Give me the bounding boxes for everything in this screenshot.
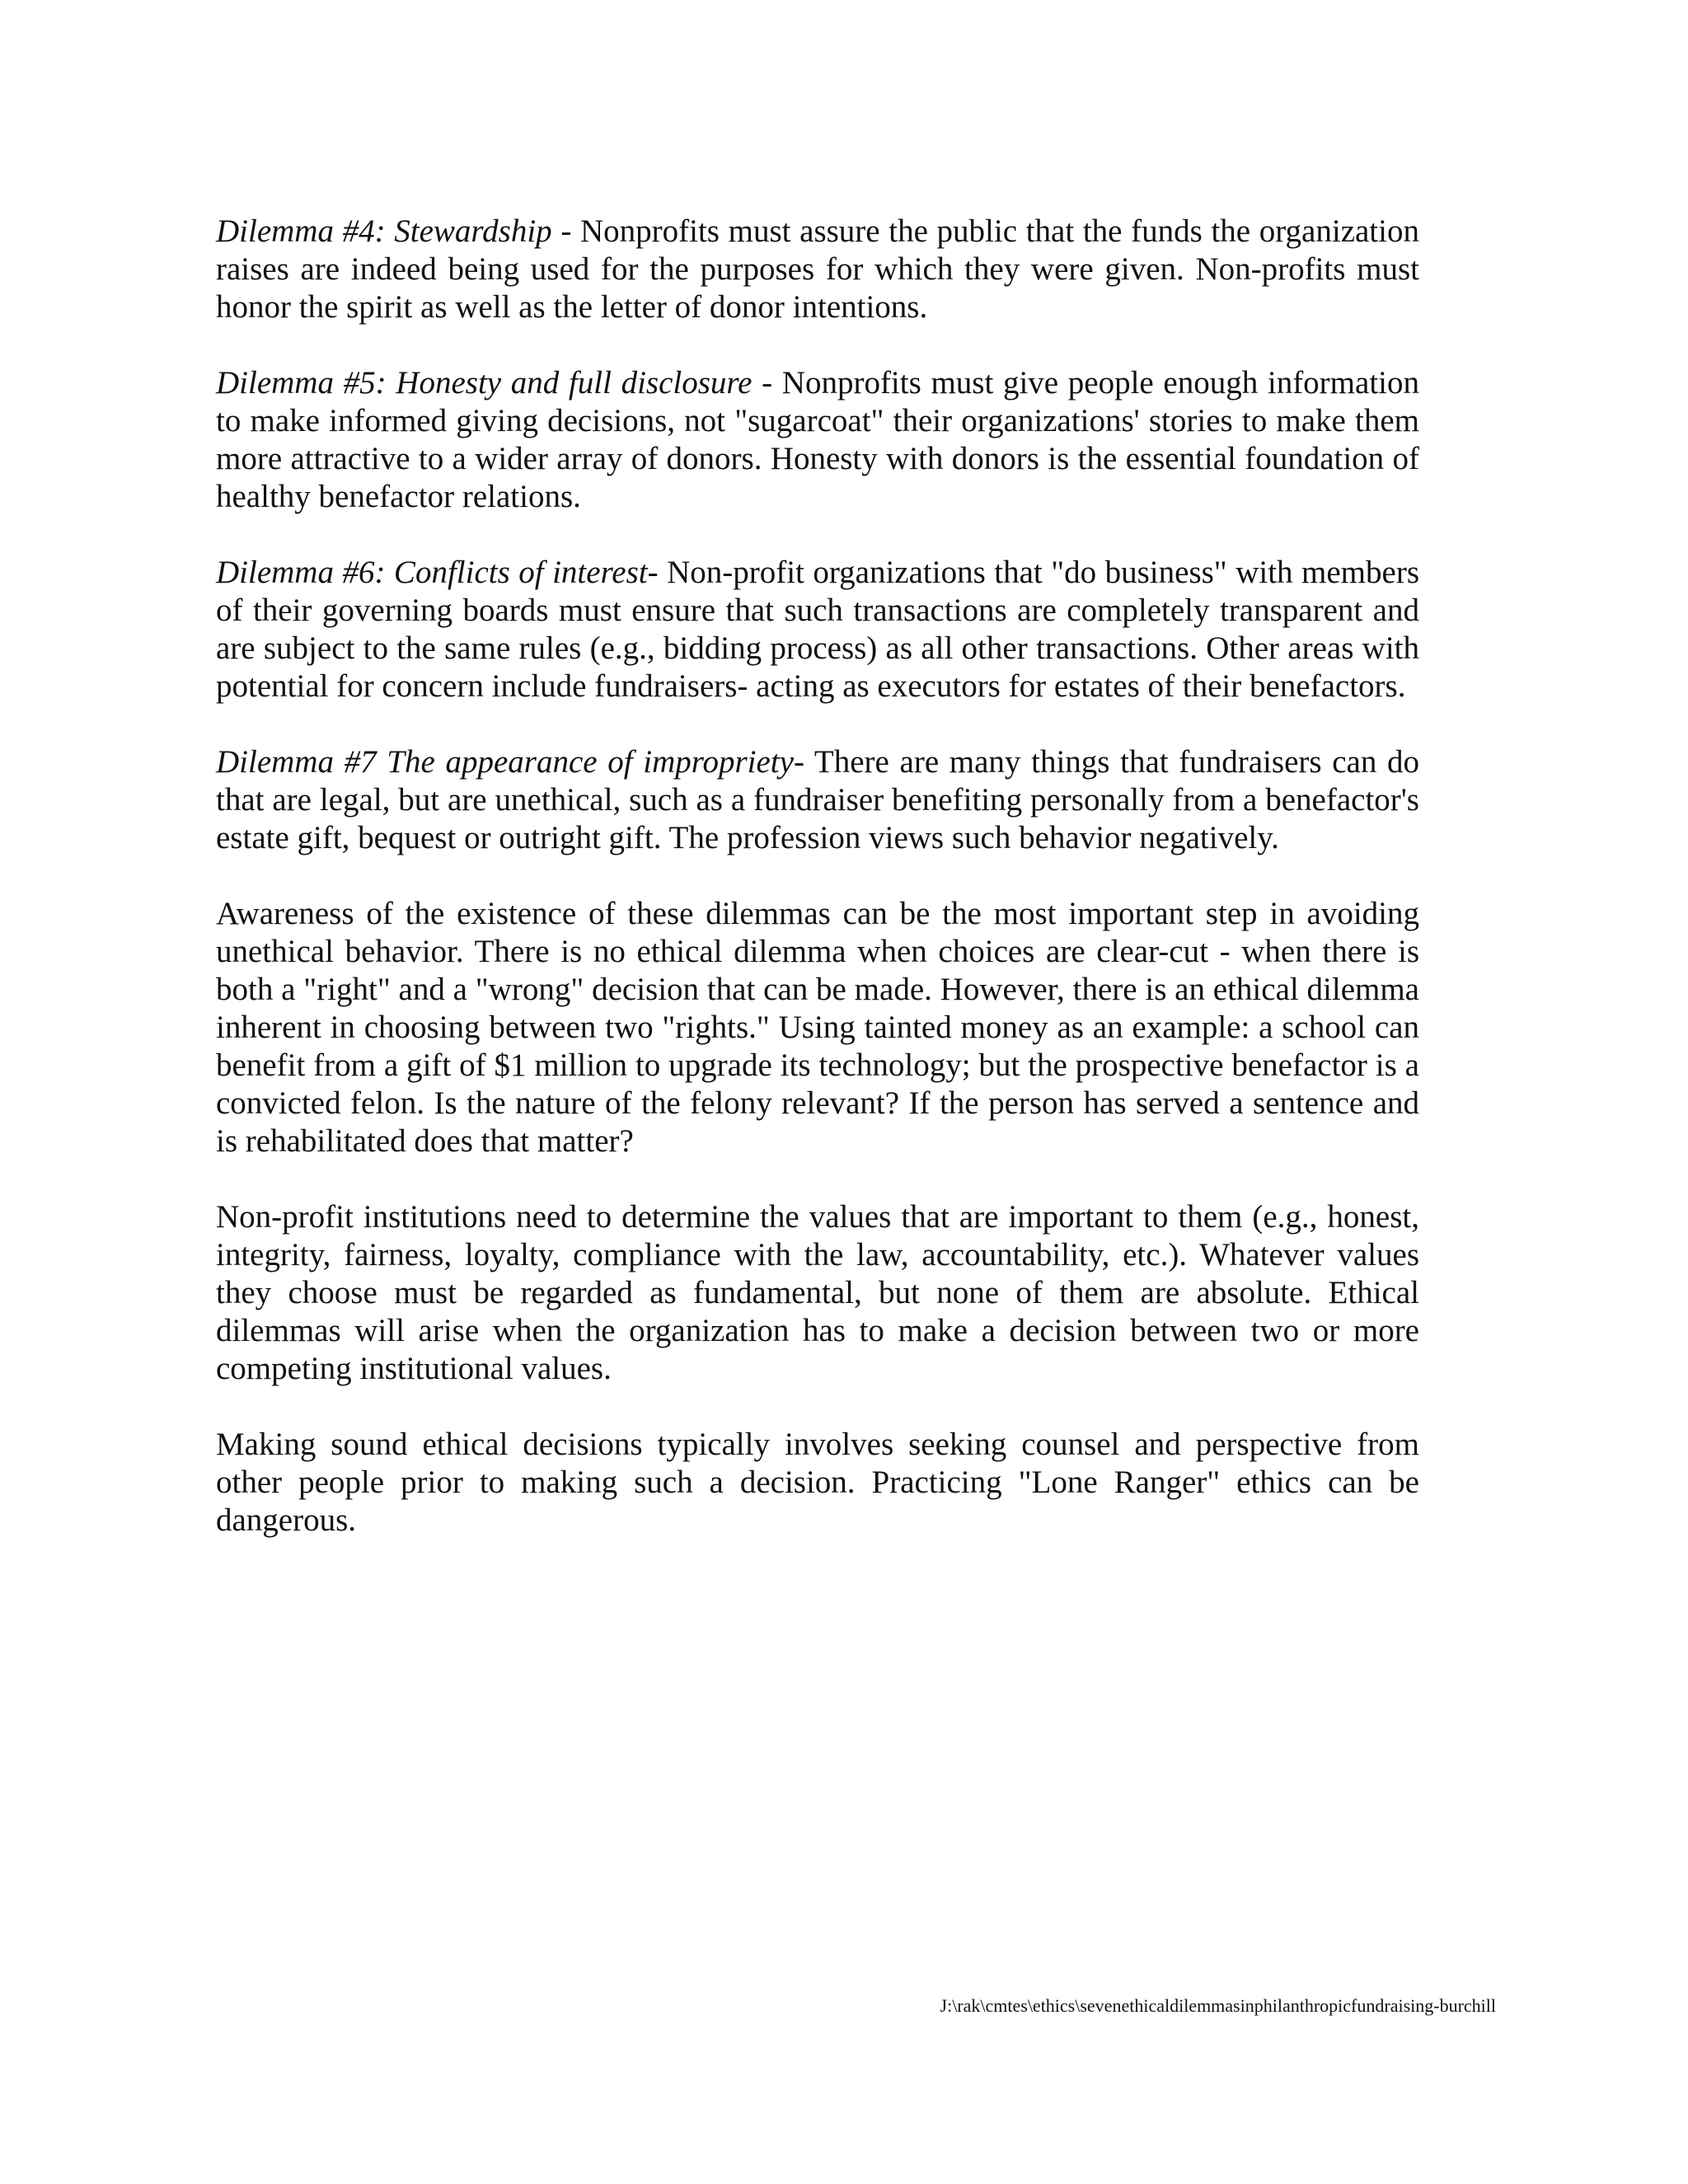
dilemma-6-paragraph <box>216 554 1419 705</box>
dilemma-7-text: There are many things that fundraisers can do that are legal, but are unethical, such as a fundraiser benefiting personally from a benefactor's estate gift, bequest or outright gift. The profession views such behavior negatively. <box>216 744 1419 855</box>
dilemma-4-heading: Dilemma #4: Stewardship - <box>216 213 572 249</box>
dilemma-5-paragraph <box>216 364 1419 516</box>
document-body <box>216 213 1419 1577</box>
sound-decisions-paragraph: Making sound ethical decisions typically involves seeking counsel and perspective from other people prior to making such a decision. Practicing "Lone Ranger" ethics can be dangerous. <box>216 1427 1419 1538</box>
dilemma-6-text: Non-profit organizations that "do business" with members of their governing boards must ensure that such transactions are completely transparent and are subject to the same rules (e.g., bidding process) as all other transactions. Other areas with potential for concern include fundraisers- acting as executors for estates of their benefactors. <box>216 555 1419 704</box>
dilemma-4-paragraph <box>216 213 1419 326</box>
dilemma-5-heading: Dilemma #5: Honesty and full disclosure - <box>216 365 773 401</box>
dilemma-7-paragraph <box>216 743 1419 857</box>
dilemma-7-heading: Dilemma #7 The appearance of impropriety- <box>216 744 804 780</box>
dilemma-6-heading: Dilemma #6: Conflicts of interest- <box>216 555 659 590</box>
dilemma-5-text: Nonprofits must give people enough information to make informed giving decisions, not "sugarcoat" their organizations' stories to make them more attractive to a wider array of donors. Honesty with donors is the essential foundation of healthy benefactor relations. <box>216 365 1419 514</box>
values-paragraph: Non-profit institutions need to determine the values that are important to them (e.g., honest, integrity, fairness, loyalty, compliance with the law, accountability, etc.). Whatever values they choose must be regarded as fundamental, but none of them are absolute. Ethical dilemmas will arise when the organization has to make a decision between two or more competing institutional values. <box>216 1199 1419 1386</box>
dilemma-4-text: Nonprofits must assure the public that the funds the organization raises are indeed being used for the purposes for which they were given. Non-profits must honor the spirit as well as the letter of donor intentions. <box>216 213 1419 325</box>
file-path-footer: J:\rak\cmtes\ethics\sevenethicaldilemmasinphilanthropicfundraising-burchill <box>940 1995 1496 2016</box>
awareness-paragraph: Awareness of the existence of these dilemmas can be the most important step in avoiding unethical behavior. There is no ethical dilemma when choices are clear-cut - when there is both a "right" and a "wrong" decision that can be made. However, there is an ethical dilemma inherent in choosing between two "rights." Using tainted money as an example: a school can benefit from a gift of $1 million to upgrade its technology; but the prospective benefactor is a convicted felon. Is the nature of the felony relevant? If the person has served a sentence and is rehabilitated does that matter? <box>216 896 1419 1159</box>
